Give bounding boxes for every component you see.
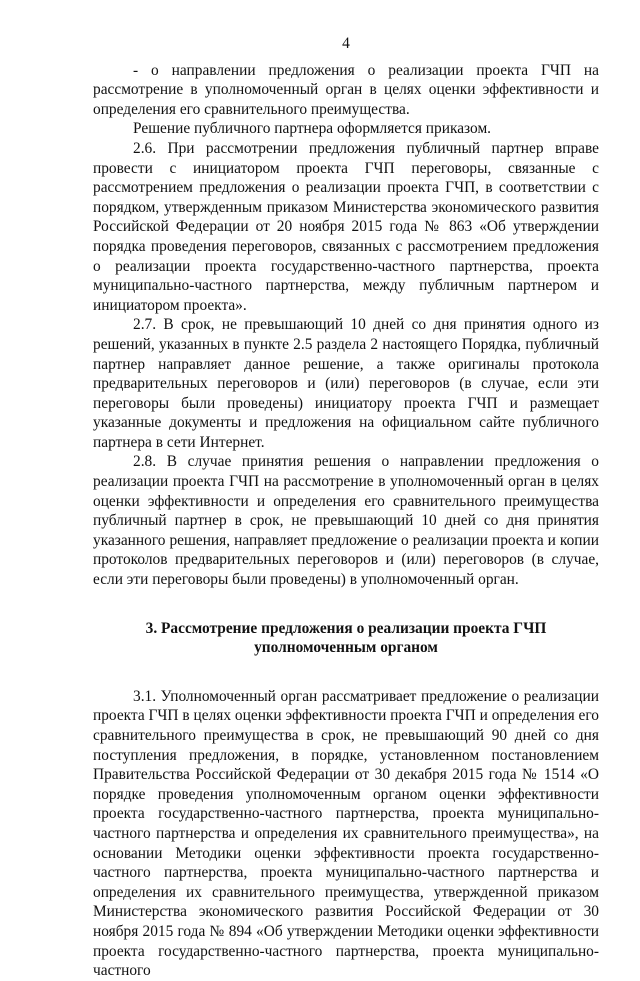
page-number: 4 — [342, 35, 350, 52]
paragraph-decision-order: Решение публичного партнера оформляется приказом. — [133, 120, 492, 138]
paragraph-3-1: 3.1. Уполномоченный орган рассматривает предложение о реализации проекта ГЧП в целях оценки эффективности проекта ГЧП и определения его сравнительного преимущества в срок, не превышающий 90 дней со дня поступления предложения, в порядке, установленном постановлением Правительства Российской Федерации от 30 декабря 2015 года № 1514 «О порядке проведения уполномоченным органом оценки эффективности проекта государственно-частного партнерства, проекта муниципально-частного партнерства и определения их сравнительного преимущества», на основании Методики оценки эффективности проекта государственно-частного партнерства, проекта муниципально-частного партнерства и определения их сравнительного преимущества, утвержденной приказом Министерства экономического развития Российской Федерации от 30 ноября 2015 года № 894 «Об утверждении Методики оценки эффективности проекта государственно-частного партнерства, проекта муниципально-частного — [93, 687, 599, 980]
document-page — [93, 34, 599, 981]
paragraph-2-8: 2.8. В случае принятия решения о направлении предложения о реализации проекта ГЧП на рассмотрение в уполномоченный орган в целях оценки эффективности и определения его сравнительного преимущества публичный партнер в срок, не превышающий 10 дней со дня принятия указанного решения, направляет предложение о реализации проекта и копии протоколов предварительных переговоров и (или) переговоров (в случае, если эти переговоры были проведены) в уполномоченный орган. — [93, 453, 599, 589]
section-spacer — [93, 658, 599, 687]
section-heading: 3. Рассмотрение предложения о реализации проекта ГЧП уполномоченным органом — [145, 619, 547, 657]
paragraph-2-6: 2.6. При рассмотрении предложения публичный партнер вправе провести с инициатором проекта ГЧП переговоры, связанные с рассмотрением предложения о реализации проекта ГЧП, в соответствии с порядком, утвержденным приказом Министерства экономического развития Российской Федерации от 20 ноября 2015 года № 863 «Об утверждении порядка проведения переговоров, связанных с рассмотрением предложения о реализации проекта государственно-частного партнерства, проекта муниципально-частного партнерства, между публичным партнером и инициатором проекта». — [93, 139, 599, 314]
paragraph-2-7: 2.7. В срок, не превышающий 10 дней со дня принятия одного из решений, указанных в пункте 2.5 раздела 2 настоящего Порядка, публичный партнер направляет данное решение, а также оригиналы протокола предварительных переговоров и (или) переговоров (в случае, если эти переговоры были проведены) инициатору проекта ГЧП и размещает указанные документы и предложения на официальном сайте публичного партнера в сети Интернет. — [93, 316, 599, 451]
paragraph-direction-option: - о направлении предложения о реализации проекта ГЧП на рассмотрение в уполномоченный орган в целях оценки эффективности и определения его сравнительного преимущества. — [93, 61, 599, 118]
section-spacer — [93, 590, 599, 619]
